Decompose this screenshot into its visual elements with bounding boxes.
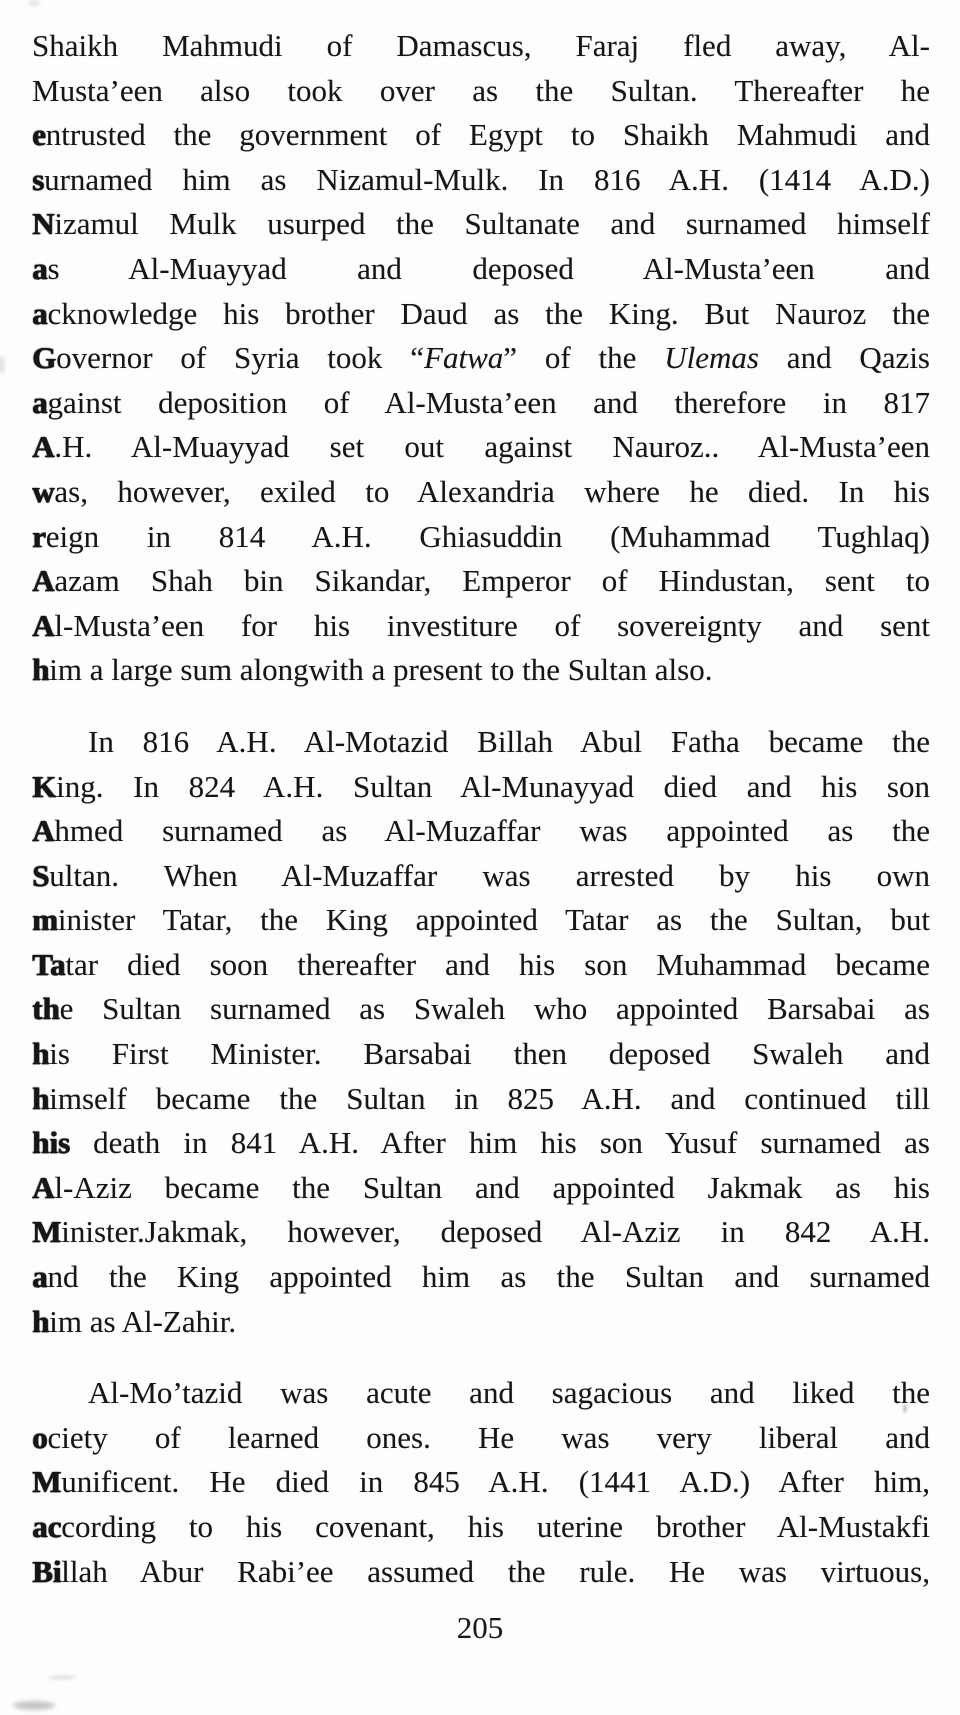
text-segment: cknowledge his brother Daud as the King. But Nauroz the: [47, 295, 930, 331]
ink-smudge-characters: a: [32, 384, 48, 420]
scan-artifact: [13, 1701, 55, 1710]
text-segment: l-Musta’een for his investiture of sovereignty and sent: [54, 607, 930, 643]
text-line: [32, 720, 930, 765]
text-segment: and Qazis: [758, 340, 930, 376]
text-line: [32, 470, 930, 515]
text-segment: im a large sum alongwith a present to the Sultan also.: [49, 652, 713, 688]
text-line: [32, 1210, 930, 1255]
text-line: [32, 1300, 930, 1345]
ink-smudge-characters: ac: [32, 1509, 62, 1544]
text-line: [32, 292, 930, 337]
ink-smudge-characters: Bi: [32, 1553, 62, 1589]
text-segment: nd the King appointed him as the Sultan and surnamed: [47, 1259, 930, 1295]
scan-artifact: [48, 1675, 76, 1680]
page-number: 205: [456, 1610, 504, 1645]
paragraph: [32, 24, 930, 693]
text-segment: azam Shah bin Sikandar, Emperor of Hindustan, sent to: [54, 563, 930, 599]
text-segment: unificent. He died in 845 A.H. (1441 A.D.) After him,: [61, 1464, 930, 1500]
ink-smudge-characters: a: [32, 250, 48, 286]
text-segment: s Al-Muayyad and deposed Al-Musta’een and: [47, 250, 930, 286]
text-line: [32, 381, 930, 426]
ink-smudge-characters: M: [32, 1464, 62, 1500]
text-line: [32, 24, 930, 69]
scan-artifact: [0, 356, 5, 374]
text-line: [32, 765, 930, 810]
text-line: [32, 648, 930, 693]
ink-smudge-characters: r: [32, 518, 46, 554]
ink-smudge-characters: o: [32, 1419, 48, 1455]
text-segment: ultan. When Al-Muzaffar was arrested by his own: [49, 857, 930, 893]
text-segment: ciety of learned ones. He was very liberal and: [47, 1419, 930, 1455]
text-segment: llah Abur Rabi’ee assumed the rule. He was virtuous,: [61, 1553, 930, 1589]
ink-smudge-characters: A: [32, 1169, 55, 1205]
text-line: [32, 1032, 930, 1077]
ink-smudge-characters: M: [32, 1214, 62, 1250]
text-line: [32, 1460, 930, 1505]
ink-smudge-characters: h: [32, 1080, 50, 1116]
text-line: [32, 1550, 930, 1595]
text-line: [32, 943, 930, 988]
text-segment: In 816 A.H. Al-Motazid Billah Abul Fatha became the: [88, 723, 930, 759]
text-line: [32, 515, 930, 560]
text-segment: ” of the: [503, 340, 665, 376]
text-segment: inister Tatar, the King appointed Tatar as the Sultan, but: [57, 902, 930, 938]
ink-smudge-characters: th: [32, 991, 60, 1027]
page-text: [32, 24, 930, 1594]
ink-smudge-characters: A: [32, 607, 55, 643]
ink-smudge-characters: e: [32, 117, 46, 153]
text-line: [32, 202, 930, 247]
ink-smudge-characters: a: [32, 295, 48, 331]
text-line: [32, 1077, 930, 1122]
italic-text: Ulemas: [664, 340, 759, 376]
text-line: [32, 1255, 930, 1300]
ink-smudge-characters: m: [32, 902, 58, 938]
paragraph: [32, 1371, 930, 1594]
text-line: [32, 158, 930, 203]
text-segment: as, however, exiled to Alexandria where he died. In his: [54, 473, 930, 509]
text-line: [32, 559, 930, 604]
ink-smudge-characters: G: [32, 340, 57, 376]
ink-smudge-characters: Ta: [32, 946, 66, 982]
text-line: [32, 809, 930, 854]
text-line: [32, 854, 930, 899]
text-segment: imself became the Sultan in 825 A.H. and continued till: [49, 1080, 930, 1116]
text-segment: ntrusted the government of Egypt to Shaikh Mahmudi and: [45, 117, 930, 153]
ink-smudge-characters: A: [32, 429, 55, 465]
scan-artifact: [28, 0, 40, 6]
text-segment: Shaikh Mahmudi of Damascus, Faraj fled away, Al-: [32, 28, 930, 63]
text-segment: eign in 814 A.H. Ghiasuddin (Muhammad Tughlaq): [45, 518, 930, 554]
ink-smudge-characters: h: [32, 1036, 50, 1072]
ink-smudge-characters: K: [32, 768, 57, 804]
ink-smudge-characters: h: [32, 1303, 50, 1339]
text-line: [32, 113, 930, 158]
paragraph: [32, 720, 930, 1344]
text-segment: Al-Mo’tazid was acute and sagacious and liked the: [88, 1375, 930, 1411]
text-line: [32, 604, 930, 649]
text-line: [32, 1371, 930, 1416]
text-line: [32, 425, 930, 470]
text-line: [32, 1166, 930, 1211]
ink-smudge-characters: a: [32, 1259, 48, 1295]
ink-smudge-characters: his: [32, 1125, 70, 1161]
text-segment: l-Aziz became the Sultan and appointed Jakmak as his: [54, 1169, 930, 1205]
ink-smudge-characters: h: [32, 652, 50, 688]
text-line: [32, 1121, 930, 1166]
text-line: [32, 987, 930, 1032]
text-segment: e Sultan surnamed as Swaleh who appointed Barsabai as: [59, 991, 930, 1027]
ink-smudge-characters: N: [32, 206, 55, 242]
italic-text: Fatwa: [424, 340, 504, 376]
text-segment: cording to his covenant, his uterine brother Al-Mustakfi: [61, 1509, 930, 1544]
ink-smudge-characters: A: [32, 813, 55, 849]
text-segment: inister.Jakmak, however, deposed Al-Aziz in 842 A.H.: [61, 1214, 930, 1250]
text-segment: tar died soon thereafter and his son Muhammad became: [65, 946, 930, 982]
ink-smudge-characters: S: [32, 857, 50, 893]
ink-smudge-characters: w: [32, 473, 55, 509]
text-segment: death in 841 A.H. After him his son Yusuf surnamed as: [69, 1125, 930, 1161]
ink-smudge-characters: A: [32, 563, 55, 599]
text-segment: gainst deposition of Al-Musta’een and therefore in 817: [47, 384, 930, 420]
text-line: [32, 898, 930, 943]
text-line: [32, 247, 930, 292]
text-segment: is First Minister. Barsabai then deposed Swaleh and: [49, 1036, 930, 1072]
text-segment: im as Al-Zahir.: [49, 1303, 237, 1339]
text-line: [32, 69, 930, 114]
ink-smudge-characters: s: [32, 161, 45, 197]
text-line: [32, 1416, 930, 1461]
text-line: [32, 1505, 930, 1550]
text-segment: urnamed him as Nizamul-Mulk. In 816 A.H. (1414 A.D.): [44, 161, 930, 197]
text-segment: .H. Al-Muayyad set out against Nauroz.. Al-Musta’een: [54, 429, 930, 465]
text-segment: izamul Mulk usurped the Sultanate and surnamed himself: [54, 206, 930, 242]
text-line: [32, 336, 930, 381]
text-segment: overnor of Syria took “: [56, 340, 425, 376]
text-segment: ing. In 824 A.H. Sultan Al-Munayyad died and his son: [56, 768, 930, 804]
text-segment: hmed surnamed as Al-Muzaffar was appointed as the: [54, 813, 930, 849]
text-segment: Musta’een also took over as the Sultan. Thereafter he: [32, 72, 930, 108]
